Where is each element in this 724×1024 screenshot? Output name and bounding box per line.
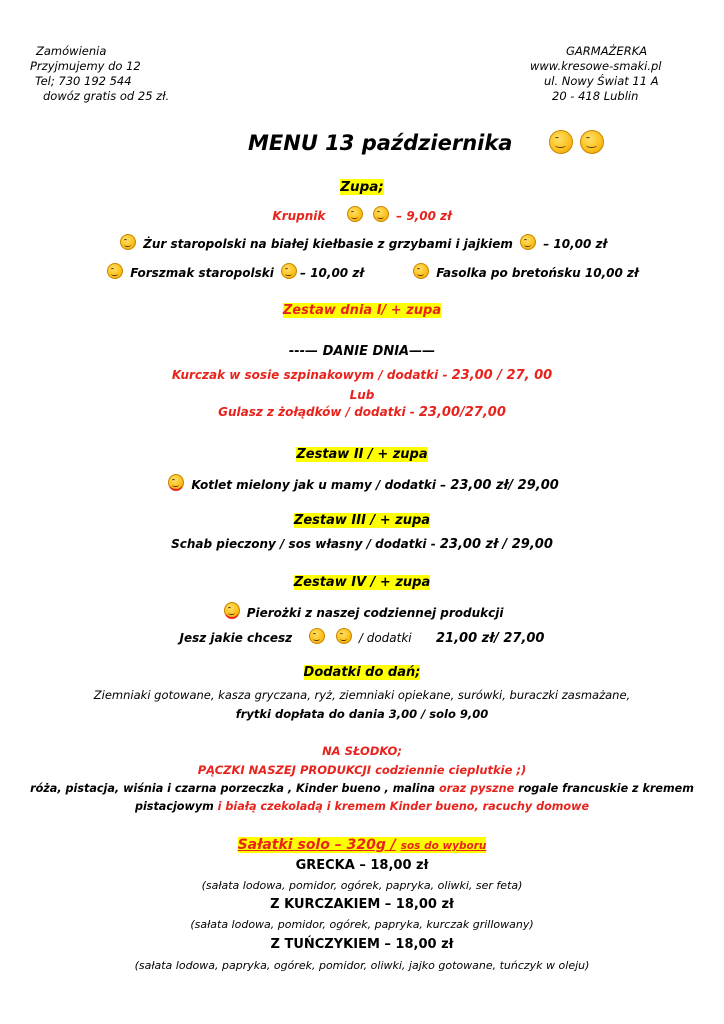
winking-face-icon bbox=[224, 602, 240, 619]
set1-heading: Zestaw dnia I/ + zupa bbox=[282, 303, 442, 318]
set1-item2-price: 23,00/27,00 bbox=[418, 405, 506, 420]
set2-heading: Zestaw II / + zupa bbox=[296, 447, 428, 462]
sides-heading: Dodatki do dań; bbox=[303, 665, 421, 680]
fasolka-item: Fasolka po bretońsku 10,00 zł bbox=[436, 266, 639, 280]
set4-item1: Pierożki z naszej codziennej produkcji bbox=[246, 606, 504, 620]
zur-name: Żur staropolski na białej kiełbasie z grzybami i jajkiem bbox=[143, 237, 513, 251]
sides-list: Ziemniaki gotowane, kasza gryczana, ryż, ziemniaki opiekane, surówki, buraczki zasmażane, bbox=[93, 688, 631, 702]
winking-face-icon bbox=[107, 263, 123, 279]
shop-line: 20 - 418 Lublin bbox=[552, 89, 639, 103]
winking-face-icon bbox=[281, 263, 297, 279]
winking-face-icon bbox=[336, 628, 352, 644]
salads-heading: Sałatki solo – 320g / bbox=[237, 837, 396, 853]
salads-sauce-note: sos do wyboru bbox=[400, 840, 487, 852]
set3-price: 23,00 zł / 29,00 bbox=[439, 537, 553, 552]
set4-sides: / dodatki bbox=[358, 631, 412, 645]
salads-heading-box bbox=[238, 837, 487, 853]
winking-face-icon bbox=[120, 234, 136, 250]
set2-item: Kotlet mielony jak u mamy / dodatki – bbox=[191, 478, 451, 492]
order-info bbox=[30, 44, 200, 104]
set1-item2: Gulasz z żołądków / dodatki - bbox=[218, 405, 419, 419]
fries-note: frytki dopłata do dania 3,00 / solo 9,00 bbox=[235, 707, 489, 721]
sweets-extra: i białą czekoladą i kremem Kinder bueno, racuchy domowe bbox=[217, 800, 590, 813]
shop-line: www.kresowe-smaki.pl bbox=[530, 59, 662, 73]
winking-face-icon bbox=[413, 263, 429, 279]
salad-tuna-desc: (sałata lodowa, papryka, ogórek, pomidor, oliwki, jajko gotowane, tuńczyk w oleju) bbox=[134, 959, 590, 972]
winking-face-icon bbox=[373, 206, 389, 222]
dish-of-day-heading: ---— DANIE DNIA—— bbox=[288, 344, 436, 359]
order-line: Przyjmujemy do 12 bbox=[30, 59, 141, 73]
shop-line: ul. Nowy Świat 11 A bbox=[544, 74, 659, 88]
set4-item2: Jesz jakie chcesz bbox=[179, 631, 293, 645]
menu-title: MENU 13 października bbox=[248, 131, 513, 155]
forszmak-name: Forszmak staropolski bbox=[130, 266, 274, 280]
order-line: dowóz gratis od 25 zł. bbox=[43, 89, 170, 103]
sweets-connector: oraz pyszne bbox=[438, 782, 519, 795]
shop-line: GARMAŻERKA bbox=[566, 44, 648, 58]
menu-title-row bbox=[248, 130, 604, 155]
or-label: Lub bbox=[349, 388, 375, 402]
set3-item: Schab pieczony / sos własny / dodatki - bbox=[171, 537, 440, 551]
salad-chicken: Z KURCZAKIEM – 18,00 zł bbox=[270, 897, 454, 912]
set4-heading: Zestaw IV / + zupa bbox=[293, 575, 431, 590]
salad-chicken-desc: (sałata lodowa, pomidor, ogórek, papryka, kurczak grillowany) bbox=[190, 918, 534, 931]
order-line: Zamówienia bbox=[36, 44, 107, 58]
soup-heading: Zupa; bbox=[340, 179, 384, 195]
donut-flavours: róża, pistacja, wiśnia i czarna porzeczka , Kinder bueno , malina bbox=[30, 782, 439, 795]
salad-tuna: Z TUŃCZYKIEM – 18,00 zł bbox=[270, 937, 454, 952]
salad-greek: GRECKA – 18,00 zł bbox=[295, 858, 429, 873]
winking-face-icon bbox=[520, 234, 536, 250]
winking-face-icon bbox=[549, 130, 573, 154]
set1-item1-price: 23,00 / 27, 00 bbox=[451, 368, 553, 383]
set2-price: 23,00 zł/ 29,00 bbox=[450, 478, 559, 493]
winking-face-icon bbox=[347, 206, 363, 222]
krupnik-name: Krupnik bbox=[272, 209, 326, 223]
croissants-cont: pistacjowym bbox=[134, 800, 218, 813]
croissants: rogale francuskie z kremem bbox=[518, 782, 694, 795]
winking-face-icon bbox=[580, 130, 604, 154]
winking-face-icon bbox=[309, 628, 325, 644]
set1-item1: Kurczak w sosie szpinakowym / dodatki - bbox=[171, 368, 452, 382]
shop-info bbox=[530, 44, 700, 104]
sweets-heading: NA SŁODKO; bbox=[322, 744, 402, 758]
set3-heading: Zestaw III / + zupa bbox=[293, 513, 431, 528]
salad-greek-desc: (sałata lodowa, pomidor, ogórek, papryka, oliwki, ser feta) bbox=[201, 879, 523, 892]
forszmak-price: – 10,00 zł bbox=[300, 266, 364, 280]
order-line: Tel; 730 192 544 bbox=[35, 74, 132, 88]
winking-face-icon bbox=[168, 474, 184, 491]
zur-price: – 10,00 zł bbox=[543, 237, 608, 251]
set4-price: 21,00 zł/ 27,00 bbox=[436, 631, 545, 646]
donuts-line: PĄCZKI NASZEJ PRODUKCJI codziennie cieplutkie ;) bbox=[197, 763, 527, 777]
krupnik-price: – 9,00 zł bbox=[396, 209, 452, 223]
